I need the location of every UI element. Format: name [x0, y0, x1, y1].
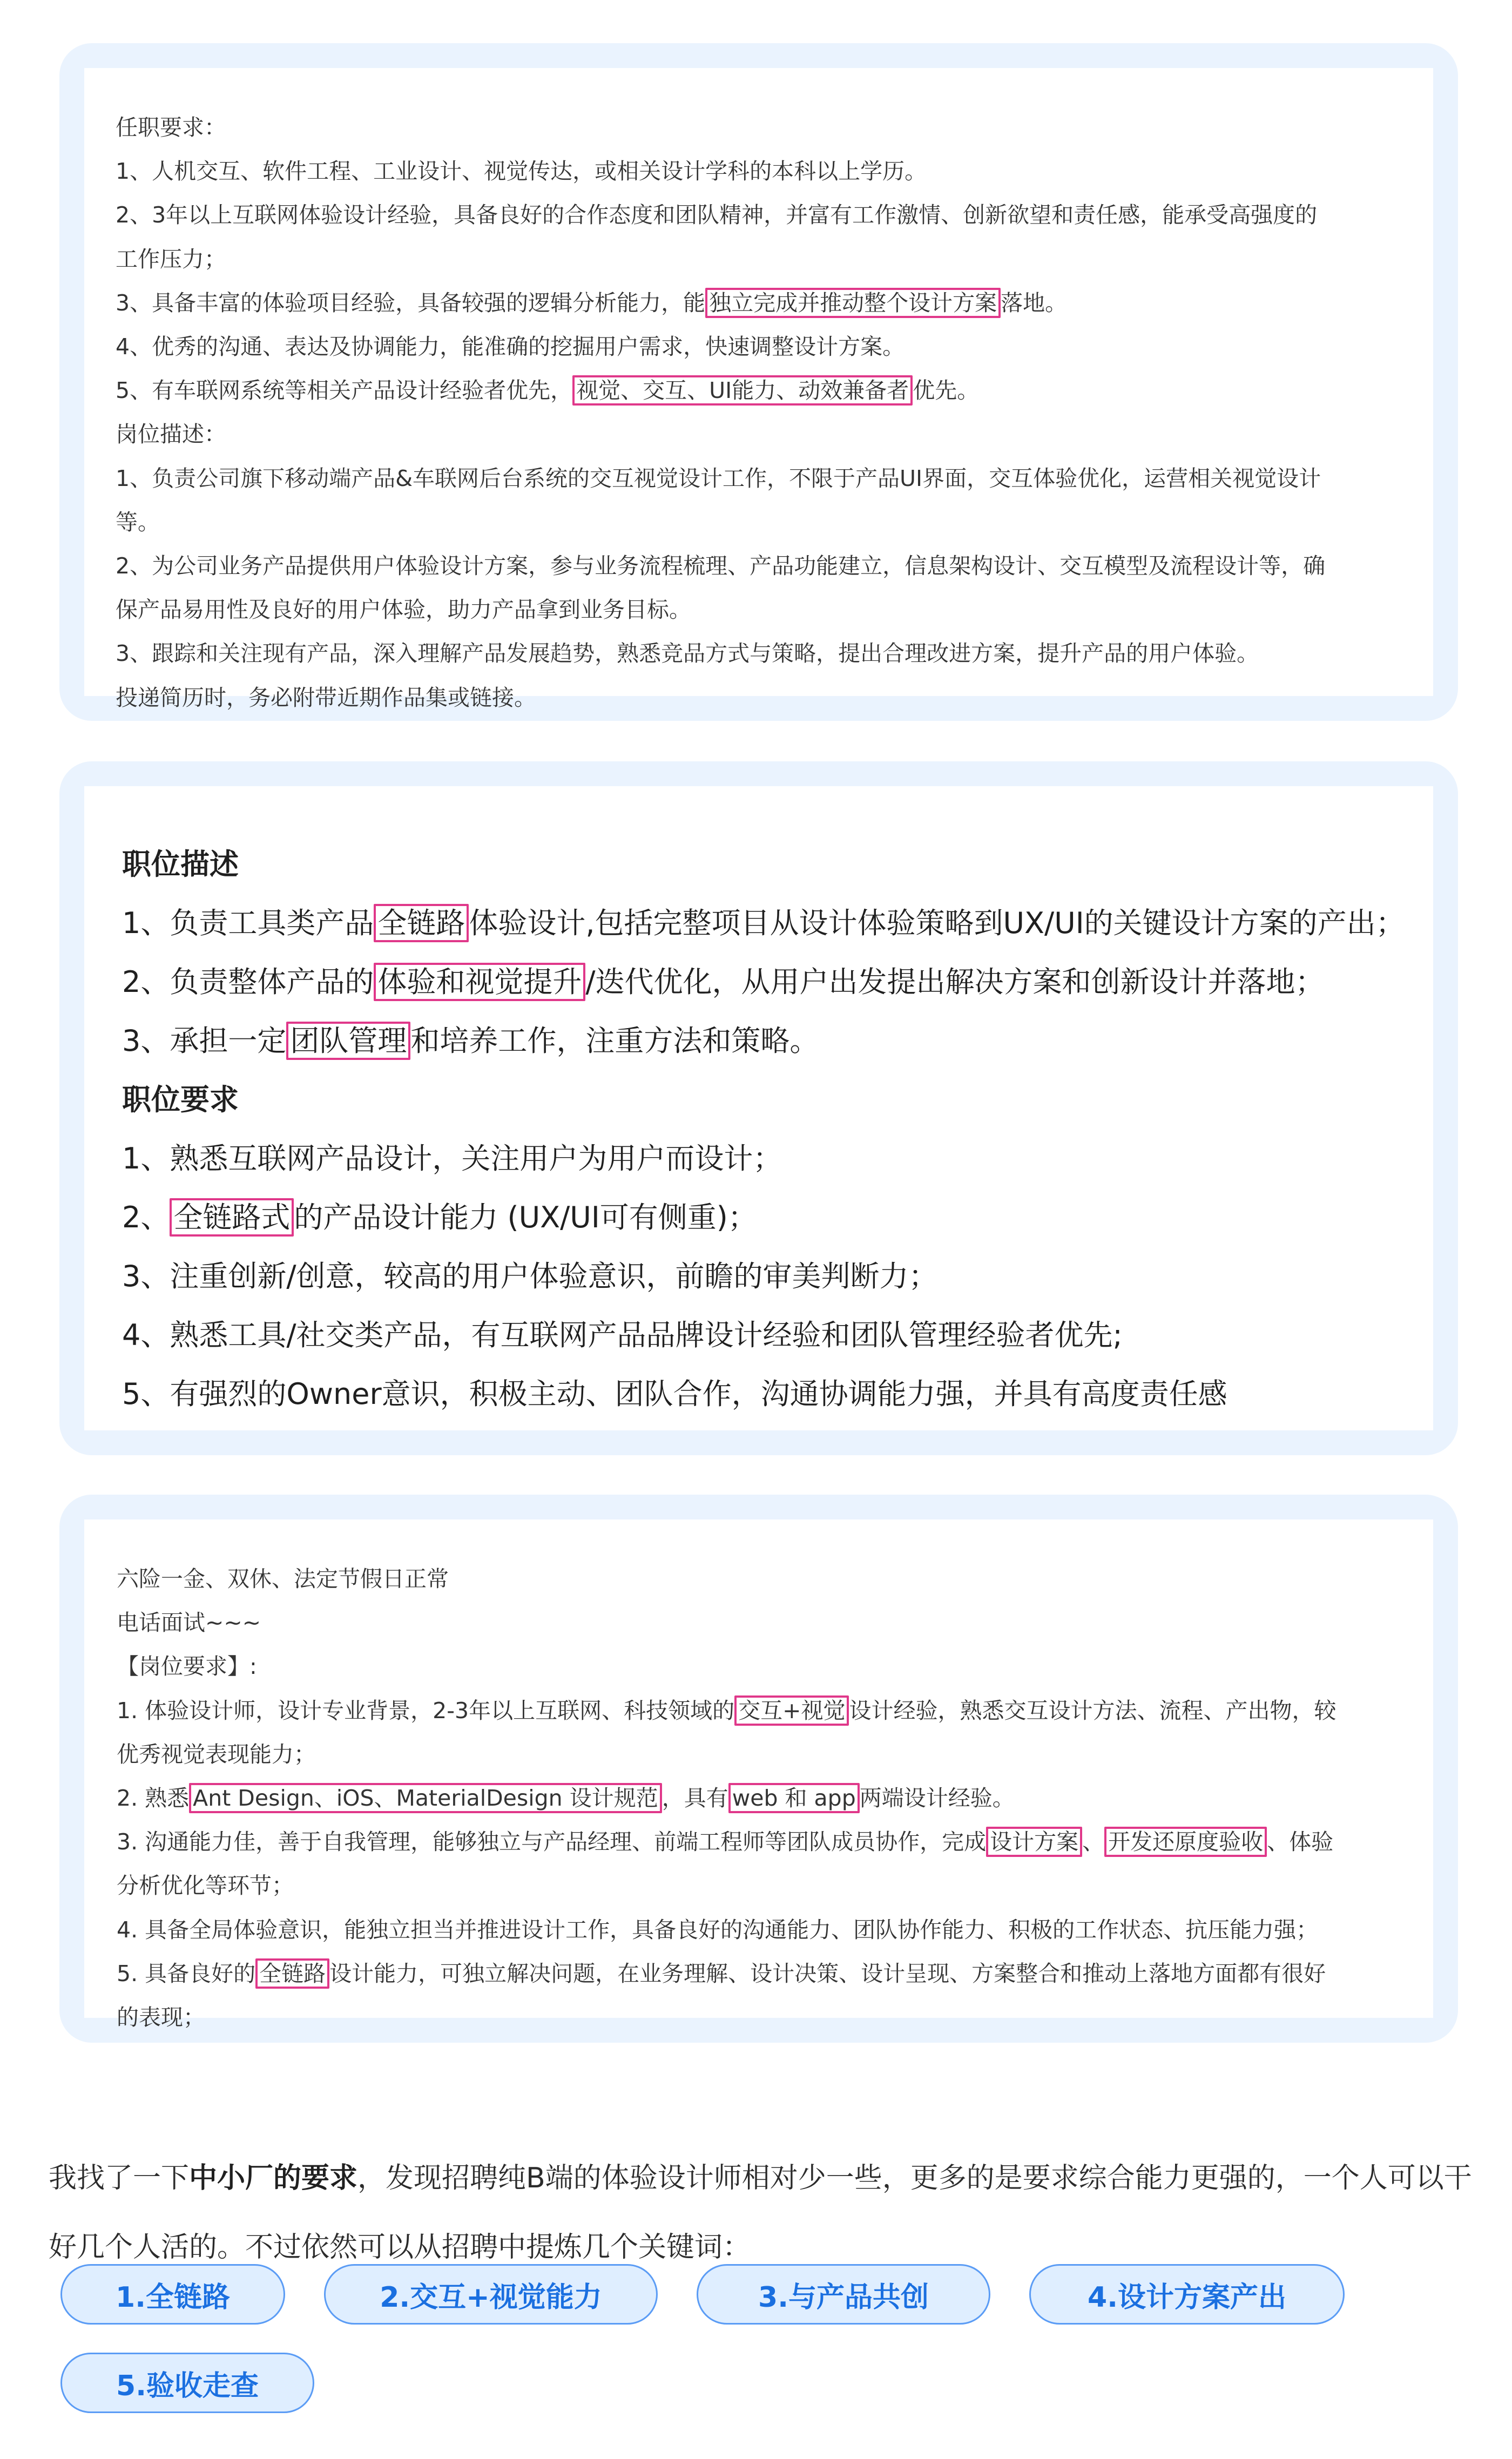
text-line: 3、跟踪和关注现有产品，深入理解产品发展趋势，熟悉竞品方式与策略，提出合理改进方案，提升产品的用户体验。 [116, 640, 1259, 667]
text-line: 1、熟悉互联网产品设计，关注用户为用户而设计； [122, 1141, 782, 1176]
text-line: 5、有强烈的Owner意识，积极主动、团队合作，沟通协调能力强，并具有高度责任感 [122, 1377, 1227, 1411]
job-posting-card-3 [59, 1495, 1458, 2043]
text-line: 保产品易用性及良好的用户体验，助力产品拿到业务目标。 [116, 597, 691, 623]
text-segment: 、体验 [1267, 1829, 1334, 1855]
text-line: 1、负责公司旗下移动端产品&车联网后台系统的交互视觉设计工作，不限于产品UI界面，交互体验优化，运营相关视觉设计 [116, 465, 1321, 491]
text-segment: 两端设计经验。 [859, 1785, 1015, 1812]
text-line [122, 1188, 1433, 1247]
text-segment: 落地。 [1001, 289, 1068, 316]
text-line [117, 1689, 1433, 1733]
text-line [116, 369, 1433, 413]
keyword-pill-product-cocreation: 3.与产品共创 [697, 2264, 990, 2325]
text-segment: 3、承担一定 [122, 1024, 287, 1058]
text-segment: 设计经验，熟悉交互设计方法、流程、产出物，较 [849, 1697, 1336, 1724]
text-segment: 体验设计,包括完整项目从设计体验策略到UX/UI的关键设计方案的产出； [469, 906, 1405, 940]
paragraph-text: ，发现招聘纯B端的体验设计师相对少一些，更多的是要求综合能力更强的，一个人可以干好几个人活的。不过依然可以从招聘中提炼几个关键词： [49, 2162, 1472, 2264]
text-segment: ，具有 [662, 1785, 728, 1812]
text-line [122, 952, 1433, 1011]
text-line: 分析优化等环节； [117, 1873, 294, 1899]
job-posting-body-2 [84, 786, 1433, 1430]
text-segment: 1、负责工具类产品 [122, 906, 374, 940]
text-segment: 3. 沟通能力佳，善于自我管理，能够独立与产品经理、前端工程师等团队成员协作，完成 [117, 1829, 987, 1855]
highlighted-keyword: 交互+视觉 [734, 1695, 849, 1726]
text-segment: 和培养工作，注重方法和策略。 [410, 1024, 819, 1058]
highlighted-keyword: 全链路式 [170, 1198, 294, 1237]
text-segment: 设计能力，可独立解决问题，在业务理解、设计决策、设计呈现、方案整合和推动上落地方面都有很好 [329, 1960, 1326, 1987]
text-line [117, 1820, 1433, 1864]
text-line: 4、优秀的沟通、表达及协调能力，能准确的挖掘用户需求，快速调整设计方案。 [116, 334, 905, 360]
text-line [117, 1952, 1433, 1996]
text-segment: /迭代优化，从用户出发提出解决方案和创新设计并落地； [585, 965, 1325, 999]
section-heading: 职位描述 [122, 847, 239, 881]
text-line: 岗位描述： [116, 421, 226, 448]
highlighted-keyword: 开发还原度验收 [1104, 1827, 1267, 1857]
highlighted-keyword: 体验和视觉提升 [374, 963, 585, 1001]
highlighted-keyword: 独立完成并推动整个设计方案 [705, 288, 1001, 318]
highlighted-keyword: 团队管理 [286, 1022, 410, 1060]
text-segment: 2. 熟悉 [117, 1785, 190, 1812]
keyword-pill-acceptance-check: 5.验收走查 [60, 2353, 314, 2413]
text-line: 投递简历时，务必附带近期作品集或链接。 [116, 684, 536, 711]
text-segment: 2、 [122, 1200, 170, 1234]
paragraph-text: 我找了一下 [49, 2162, 190, 2194]
text-segment: 的产品设计能力 (UX/UI可有侧重)； [294, 1200, 757, 1234]
highlighted-keyword: 设计方案 [986, 1827, 1082, 1857]
text-segment: 3、具备丰富的体验项目经验，具备较强的逻辑分析能力，能 [116, 289, 706, 316]
text-line: 电话面试~~~ [117, 1610, 261, 1636]
job-posting-body-3 [84, 1519, 1433, 2031]
keyword-pill-interaction-visual: 2.交互+视觉能力 [324, 2264, 658, 2325]
text-line [122, 1011, 1433, 1070]
text-segment: 、 [1082, 1829, 1105, 1855]
job-posting-card-1 [59, 43, 1458, 721]
keyword-pill-full-link: 1.全链路 [60, 2264, 285, 2325]
text-line [116, 281, 1433, 325]
text-line [122, 894, 1433, 952]
text-line: 4. 具备全局体验意识，能独立担当并推进设计工作，具备良好的沟通能力、团队协作能力、积极的工作状态、抗压能力强； [117, 1916, 1319, 1943]
text-segment: 2、负责整体产品的 [122, 965, 374, 999]
text-line [117, 1776, 1433, 1820]
text-line: 工作压力； [116, 246, 226, 272]
text-segment: 5. 具备良好的 [117, 1960, 256, 1987]
text-segment: 5、有车联网系统等相关产品设计经验者优先， [116, 377, 573, 404]
highlighted-keyword: 视觉、交互、UI能力、动效兼备者 [572, 375, 913, 406]
text-segment: 1. 体验设计师，设计专业背景，2-3年以上互联网、科技领域的 [117, 1697, 735, 1724]
text-line: 六险一金、双休、法定节假日正常 [117, 1566, 449, 1592]
section-heading: 职位要求 [122, 1083, 239, 1117]
text-line: 2、为公司业务产品提供用户体验设计方案，参与业务流程梳理、产品功能建立，信息架构设计、交互模型及流程设计等，确 [116, 553, 1326, 579]
job-posting-card-2 [59, 761, 1458, 1455]
text-line: 的表现； [117, 2004, 205, 2031]
highlighted-keyword: web 和 app [728, 1783, 860, 1813]
text-line: 等。 [116, 509, 160, 535]
highlighted-keyword: Ant Design、iOS、MaterialDesign 设计规范 [189, 1783, 662, 1813]
text-line: 1、人机交互、软件工程、工业设计、视觉传达，或相关设计学科的本科以上学历。 [116, 158, 927, 185]
keyword-pill-design-output: 4.设计方案产出 [1029, 2264, 1345, 2325]
text-line: 【岗位要求】: [117, 1653, 257, 1680]
paragraph-emphasis: 中小厂的要求 [189, 2162, 358, 2194]
text-line: 4、熟悉工具/社交类产品，有互联网产品品牌设计经验和团队管理经验者优先; [122, 1318, 1123, 1352]
text-line: 3、注重创新/创意，较高的用户体验意识，前瞻的审美判断力； [122, 1259, 938, 1293]
job-posting-body-1 [84, 68, 1433, 711]
highlighted-keyword: 全链路 [374, 904, 469, 942]
text-line: 任职要求： [116, 114, 226, 140]
text-line: 2、3年以上互联网体验设计经验，具备良好的合作态度和团队精神，并富有工作激情、创新欲望和责任感，能承受高强度的 [116, 202, 1318, 228]
summary-paragraph [49, 2144, 1474, 2282]
text-segment: 优先。 [913, 377, 980, 404]
highlighted-keyword: 全链路 [255, 1958, 329, 1989]
text-line: 优秀视觉表现能力； [117, 1741, 316, 1767]
